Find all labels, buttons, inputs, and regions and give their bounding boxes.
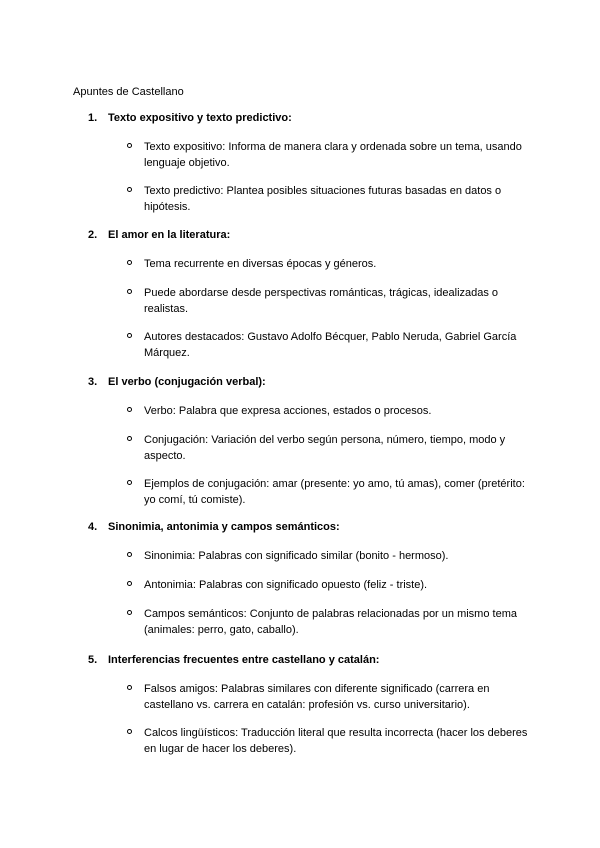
section-heading <box>88 111 292 125</box>
list-item-text: Tema recurrente en diversas épocas y géneros. <box>144 258 377 270</box>
hollow-circle-bullet-icon <box>127 610 132 615</box>
hollow-circle-bullet-icon <box>127 480 132 485</box>
hollow-circle-bullet-icon <box>127 581 132 586</box>
section-title: Texto expositivo y texto predictivo: <box>108 112 292 124</box>
section-number: 5. <box>88 654 98 666</box>
section-heading <box>88 228 230 242</box>
hollow-circle-bullet-icon <box>127 729 132 734</box>
hollow-circle-bullet-icon <box>127 685 132 690</box>
section-number: 2. <box>88 229 98 241</box>
hollow-circle-bullet-icon <box>127 289 132 294</box>
hollow-circle-bullet-icon <box>127 143 132 148</box>
document-title: Apuntes de Castellano <box>73 86 184 98</box>
list-item-text: Conjugación: Variación del verbo según persona, número, tiempo, modo y aspecto. <box>144 434 506 462</box>
list-item-text: Campos semánticos: Conjunto de palabras relacionadas por un mismo tema (animales: perro, gato, caballo). <box>144 608 517 636</box>
hollow-circle-bullet-icon <box>127 552 132 557</box>
section-title: El verbo (conjugación verbal): <box>108 376 266 388</box>
list-item-text: Antonimia: Palabras con significado opuesto (feliz - triste). <box>144 579 428 591</box>
list-item-text: Texto predictivo: Plantea posibles situaciones futuras basadas en datos o hipótesis. <box>144 185 502 213</box>
hollow-circle-bullet-icon <box>127 436 132 441</box>
section-title: El amor en la literatura: <box>108 229 231 241</box>
list-item-text: Sinonimia: Palabras con significado similar (bonito - hermoso). <box>144 550 449 562</box>
section-title: Interferencias frecuentes entre castellano y catalán: <box>108 654 380 666</box>
list-item-text: Autores destacados: Gustavo Adolfo Bécquer, Pablo Neruda, Gabriel García Márquez. <box>144 331 517 359</box>
hollow-circle-bullet-icon <box>127 333 132 338</box>
section-number: 4. <box>88 521 98 533</box>
list-item-text: Ejemplos de conjugación: amar (presente: yo amo, tú amas), comer (pretérito: yo comí, tú comiste). <box>144 478 525 506</box>
section-title: Sinonimia, antonimia y campos semánticos: <box>108 521 340 533</box>
list-item-text: Calcos lingüísticos: Traducción literal que resulta incorrecta (hacer los deberes en lugar de hacer los deberes). <box>144 727 528 755</box>
section-heading <box>88 375 266 389</box>
section-heading <box>88 653 379 667</box>
list-item-text: Puede abordarse desde perspectivas románticas, trágicas, idealizadas o realistas. <box>144 287 499 315</box>
hollow-circle-bullet-icon <box>127 260 132 265</box>
section-number: 3. <box>88 376 98 388</box>
hollow-circle-bullet-icon <box>127 187 132 192</box>
list-item-text: Falsos amigos: Palabras similares con diferente significado (carrera en castellano vs. carrera en catalán: profesión vs. curso universitario). <box>144 683 490 711</box>
section-number: 1. <box>88 112 98 124</box>
list-item-text: Verbo: Palabra que expresa acciones, estados o procesos. <box>144 405 432 417</box>
section-heading <box>88 520 340 534</box>
list-item-text: Texto expositivo: Informa de manera clara y ordenada sobre un tema, usando lenguaje objetivo. <box>144 141 522 169</box>
hollow-circle-bullet-icon <box>127 407 132 412</box>
